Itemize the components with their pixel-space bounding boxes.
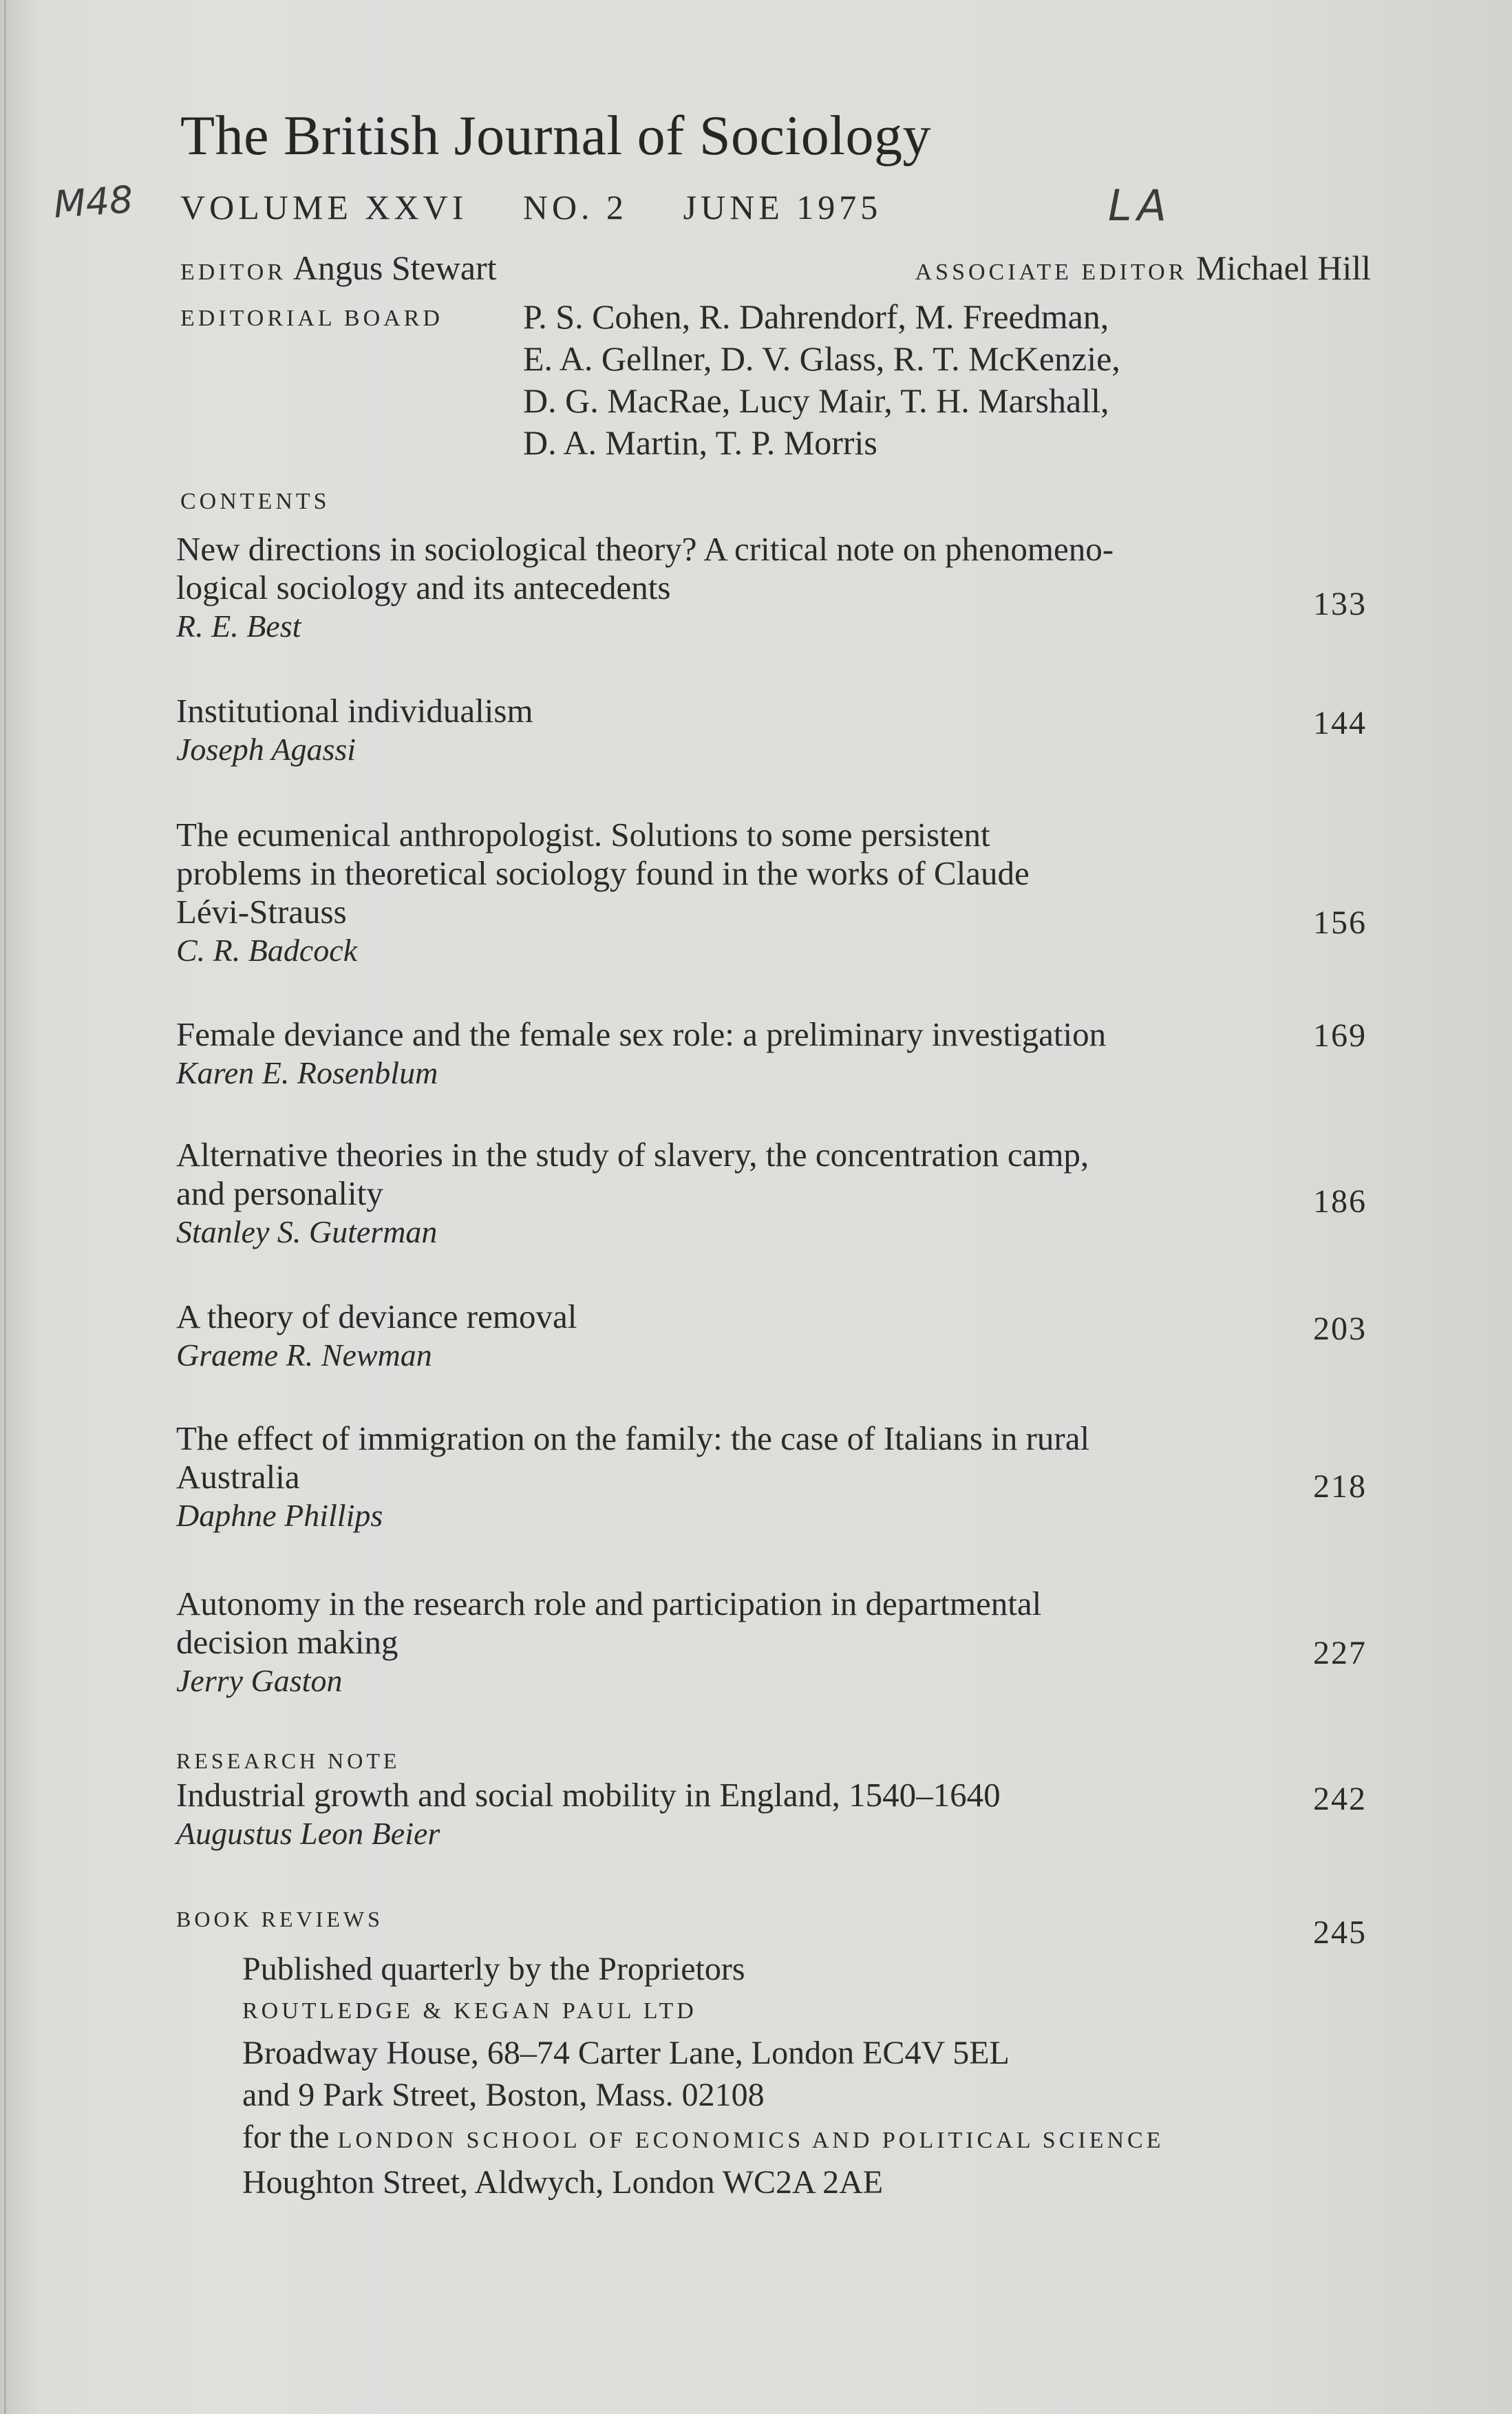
contents-entry: [176, 816, 1367, 970]
contents-heading: CONTENTS: [180, 489, 330, 514]
title-line: The ecumenical anthropologist. Solutions to some persistent: [176, 816, 990, 854]
board-line: D. A. Martin, T. P. Morris: [523, 423, 877, 462]
title-line: A theory of deviance removal: [176, 1298, 577, 1335]
contents-entry: [176, 1015, 1367, 1092]
article-author: Jerry Gaston: [176, 1663, 343, 1698]
article-title: [176, 1015, 1305, 1054]
title-line: and personality: [176, 1174, 383, 1212]
article-page-number: 186: [1313, 1183, 1367, 1220]
article-title: [176, 1419, 1264, 1496]
editorial-board-label: EDITORIAL BOARD: [180, 306, 443, 331]
title-line: problems in theoretical sociology found in the works of Claude: [176, 854, 1030, 892]
book-reviews-page-number: 245: [1313, 1914, 1367, 1951]
associate-editor: [915, 248, 1371, 288]
article-page-number: 156: [1313, 904, 1367, 941]
article-author: Stanley S. Guterman: [176, 1214, 438, 1249]
institution-line: [242, 2116, 1164, 2161]
article-title: [176, 530, 1264, 607]
research-note-title: Industrial growth and social mobility in England, 1540–1640: [176, 1776, 1001, 1814]
board-line: E. A. Gellner, D. V. Glass, R. T. McKenzie,: [523, 339, 1120, 378]
volume-number: VOLUME XXVI: [180, 188, 468, 226]
editor: [180, 248, 497, 288]
article-page-number: 144: [1313, 705, 1367, 741]
journal-title: The British Journal of Sociology: [180, 104, 932, 167]
title-line: New directions in sociological theory? A critical note on phenomeno-: [176, 530, 1114, 568]
article-author: Graeme R. Newman: [176, 1337, 432, 1373]
article-author: C. R. Badcock: [176, 933, 358, 968]
article-page-number: 203: [1313, 1311, 1367, 1347]
title-line: Female deviance and the female sex role: a preliminary investigation: [176, 1015, 1107, 1053]
article-title: [176, 1136, 1264, 1213]
contents-entry: [176, 1298, 1367, 1375]
board-line: P. S. Cohen, R. Dahrendorf, M. Freedman,: [523, 297, 1109, 336]
title-line: logical sociology and its antecedents: [176, 569, 671, 606]
institution-name: LONDON SCHOOL OF ECONOMICS AND POLITICAL SCIENCE: [337, 2128, 1164, 2153]
contents-entry: [176, 692, 1367, 769]
book-reviews-label: BOOK REVIEWS: [176, 1907, 383, 1931]
research-note-author: Augustus Leon Beier: [176, 1816, 440, 1851]
publisher-address: Broadway House, 68–74 Carter Lane, London EC4V 5EL: [242, 2035, 1010, 2071]
publisher-name: ROUTLEDGE & KEGAN PAUL LTD: [242, 1998, 697, 2024]
contents-column: [171, 0, 1371, 2414]
article-page-number: 218: [1313, 1468, 1367, 1505]
contents-entry: [176, 1585, 1367, 1700]
handwritten-note-left: M48: [52, 178, 135, 226]
associate-editor-name: Michael Hill: [1195, 248, 1371, 287]
publisher-info: [242, 1948, 1164, 2203]
institution-prefix: for the: [242, 2119, 330, 2155]
title-line: Alternative theories in the study of slavery, the concentration camp,: [176, 1136, 1089, 1174]
editor-label: EDITOR: [180, 260, 287, 285]
publisher-address-us: and 9 Park Street, Boston, Mass. 02108: [242, 2077, 765, 2113]
article-author: Joseph Agassi: [176, 732, 356, 767]
publisher-line: Published quarterly by the Proprietors: [242, 1951, 745, 1987]
article-author: Daphne Phillips: [176, 1498, 383, 1533]
title-line: Autonomy in the research role and participation in departmental: [176, 1585, 1042, 1622]
page-binding-edge: [4, 0, 6, 2414]
contents-entry: [176, 530, 1367, 646]
issue-number: NO. 2: [522, 188, 628, 226]
editorial-board-names: [523, 296, 1120, 464]
article-page-number: 169: [1313, 1017, 1367, 1054]
article-title: [176, 1298, 1264, 1336]
board-line: D. G. MacRae, Lucy Mair, T. H. Marshall,: [523, 381, 1109, 420]
research-note-page-number: 242: [1313, 1781, 1367, 1817]
handwritten-note-right: LA: [1108, 180, 1172, 231]
issue-date: JUNE 1975: [683, 188, 882, 226]
article-page-number: 227: [1313, 1635, 1367, 1671]
title-line: Australia: [176, 1458, 300, 1496]
article-page-number: 133: [1313, 586, 1367, 622]
article-title: [176, 816, 1264, 931]
contents-entry: [176, 1136, 1367, 1251]
research-note: [176, 1746, 1367, 1853]
article-author: Karen E. Rosenblum: [176, 1055, 438, 1090]
editor-name: Angus Stewart: [292, 248, 497, 287]
title-line: decision making: [176, 1623, 398, 1661]
book-reviews: [176, 1904, 1367, 1951]
title-line: Institutional individualism: [176, 692, 533, 730]
title-line: Lévi-Strauss: [176, 893, 347, 931]
contents-entry: [176, 1419, 1367, 1535]
institution-address: Houghton Street, Aldwych, London WC2A 2AE: [242, 2164, 884, 2201]
article-title: [176, 692, 1264, 730]
title-line: The effect of immigration on the family: the case of Italians in rural: [176, 1419, 1090, 1457]
associate-editor-label: ASSOCIATE EDITOR: [915, 260, 1188, 285]
article-author: R. E. Best: [176, 608, 301, 644]
research-note-label: RESEARCH NOTE: [176, 1748, 401, 1773]
volume-line: [180, 187, 924, 227]
article-title: [176, 1585, 1264, 1662]
